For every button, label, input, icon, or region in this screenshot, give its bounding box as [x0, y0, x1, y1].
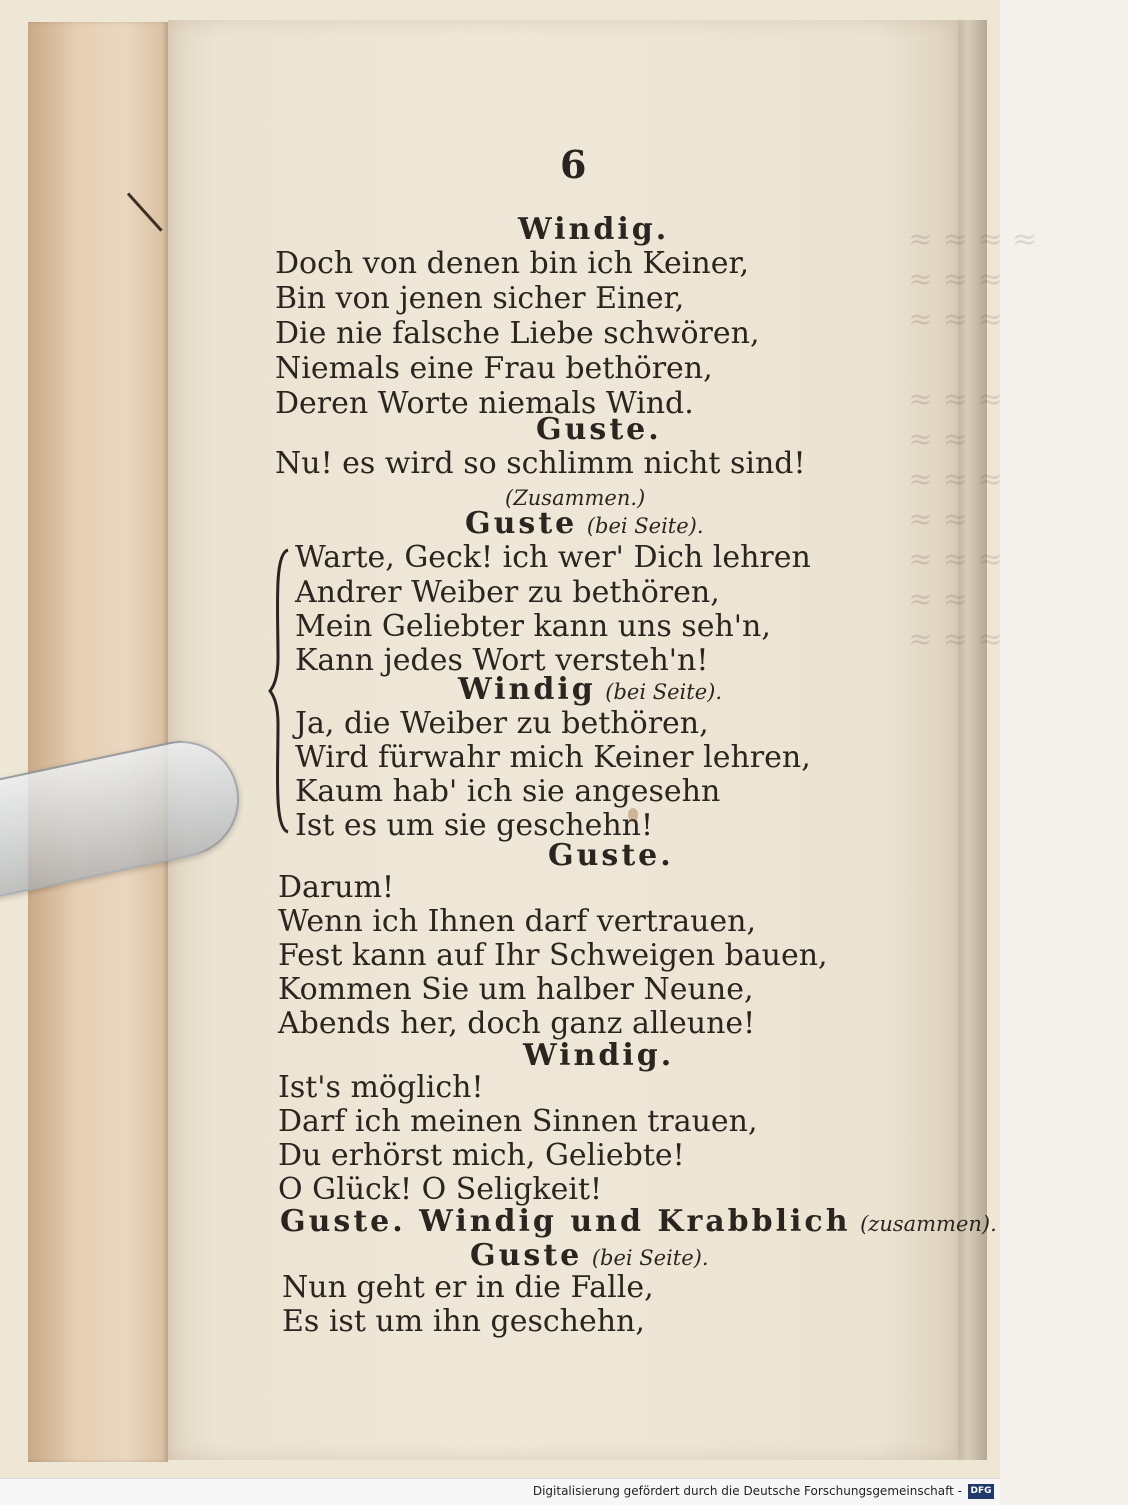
- verse-line: O Glück! O Seligkeit!: [278, 1172, 603, 1207]
- verse-line: Wenn ich Ihnen darf vertrauen,: [278, 904, 757, 939]
- speaker-line: [523, 1038, 674, 1074]
- speaker-name: Windig: [458, 672, 596, 707]
- verse-line: Andrer Weiber zu bethören,: [295, 575, 720, 610]
- speaker-line: [548, 838, 674, 874]
- bleed-through-text: ≈ ≈ ≈ ≈ ≈ ≈ ≈ ≈ ≈ ≈ ≈ ≈ ≈ ≈ ≈ ≈ ≈ ≈ ≈ ≈ ≈ ≈ ≈ ≈ ≈ ≈ ≈: [908, 222, 1038, 657]
- verse-line: Niemals eine Frau bethören,: [275, 351, 713, 386]
- verse-line: Kann jedes Wort versteh'n!: [295, 643, 709, 678]
- speaker-name: Guste.: [536, 412, 662, 447]
- speaker-line: [458, 672, 722, 710]
- page-number: 6: [560, 142, 587, 187]
- verse-line: Nu! es wird so schlimm nicht sind!: [275, 446, 806, 481]
- speaker-name: Guste: [470, 1238, 583, 1273]
- verse-line: Mein Geliebter kann uns seh'n,: [295, 609, 771, 644]
- curly-brace: [268, 548, 290, 834]
- speaker-line: [536, 412, 662, 448]
- verse-line: Darf ich meinen Sinnen trauen,: [278, 1104, 758, 1139]
- verse-line: Kaum hab' ich sie angesehn: [295, 774, 721, 809]
- verse-line: Warte, Geck! ich wer' Dich lehren: [295, 540, 811, 575]
- speaker-name: Guste.: [548, 838, 674, 873]
- speaker-line: [465, 506, 704, 544]
- stage-direction: (bei Seite).: [586, 514, 704, 538]
- verse-line: Wird fürwahr mich Keiner lehren,: [295, 740, 811, 775]
- verse-line: Du erhörst mich, Geliebte!: [278, 1138, 685, 1173]
- stage-direction: (Zusammen.): [505, 486, 646, 510]
- verse-line: Doch von denen bin ich Keiner,: [275, 246, 750, 281]
- footer-bar: [0, 1478, 1000, 1505]
- verse-line: Bin von jenen sicher Einer,: [275, 281, 685, 316]
- speaker-name: Windig.: [523, 1038, 675, 1073]
- verse-line: Abends her, doch ganz alleune!: [278, 1006, 756, 1041]
- verse-line: Darum!: [278, 870, 395, 905]
- verse-line: Es ist um ihn geschehn,: [282, 1304, 645, 1339]
- stage-direction: (bei Seite).: [591, 1246, 709, 1270]
- verse-line: Kommen Sie um halber Neune,: [278, 972, 754, 1007]
- verse-line: Ja, die Weiber zu bethören,: [295, 706, 709, 741]
- speaker-line: [518, 212, 669, 248]
- paper-stain: [628, 808, 638, 822]
- verse-line: Ist es um sie geschehn!: [295, 808, 654, 843]
- verse-line: Fest kann auf Ihr Schweigen bauen,: [278, 938, 828, 973]
- stage-direction: (zusammen).: [860, 1212, 997, 1236]
- funding-notice: Digitalisierung gefördert durch die Deutsche Forschungsgemeinschaft -: [532, 1484, 962, 1498]
- verse-line: Nun geht er in die Falle,: [282, 1270, 654, 1305]
- verse-line: Deren Worte niemals Wind.: [275, 386, 694, 421]
- speaker-name: Windig.: [518, 212, 670, 247]
- speaker-line: [280, 1204, 997, 1242]
- speaker-name: Guste: [465, 506, 578, 541]
- stage-direction: (bei Seite).: [605, 680, 723, 704]
- dfg-logo-icon: DFG: [968, 1484, 994, 1499]
- speaker-name: Guste. Windig und Krabblich: [280, 1204, 851, 1239]
- verse-line: Ist's möglich!: [278, 1070, 484, 1105]
- verse-line: Die nie falsche Liebe schwören,: [275, 316, 760, 351]
